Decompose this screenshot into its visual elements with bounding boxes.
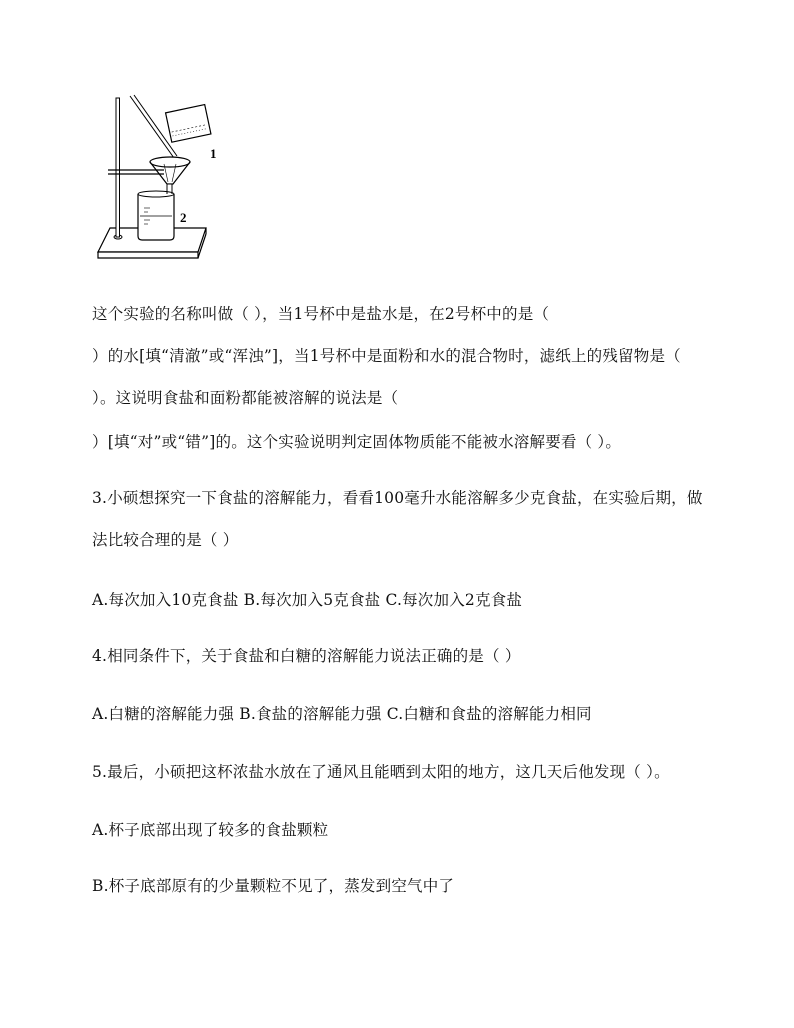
filtration-diagram xyxy=(92,92,232,272)
label-2: 2 xyxy=(180,210,187,225)
beaker-2 xyxy=(138,191,174,240)
question-4-stem: 4.相同条件下，关于食盐和白糖的溶解能力说法正确的是（ ） xyxy=(92,647,521,665)
question-3-options: A.每次加入10克食盐 B.每次加入5克食盐 C.每次加入2克食盐 xyxy=(92,591,523,609)
question-text-line-2: ）的水[填“清澈”或“浑浊”]，当1号杯中是面粉和水的混合物时，滤纸上的残留物是（ xyxy=(92,347,681,365)
question-5-option-a: A.杯子底部出现了较多的食盐颗粒 xyxy=(92,821,329,839)
beaker-1 xyxy=(166,105,211,143)
question-text-line-4: ）[填“对”或“错”]的。这个实验说明判定固体物质能不能被水溶解要看（ ）。 xyxy=(92,433,622,451)
question-text-line-1: 这个实验的名称叫做（ ），当1号杯中是盐水是，在2号杯中的是（ xyxy=(92,305,550,323)
label-1: 1 xyxy=(210,146,217,161)
funnel xyxy=(150,157,190,167)
question-5-option-b: B.杯子底部原有的少量颗粒不见了，蒸发到空气中了 xyxy=(92,877,455,895)
question-4-options: A.白糖的溶解能力强 B.食盐的溶解能力强 C.白糖和食盐的溶解能力相同 xyxy=(92,705,592,723)
question-text-line-3: ）。这说明食盐和面粉都能被溶解的说法是（ xyxy=(92,389,399,407)
filtration-apparatus-figure xyxy=(92,92,232,272)
stand-rod xyxy=(116,98,120,237)
question-3-stem-line-1: 3.小硕想探究一下食盐的溶解能力，看看100毫升水能溶解多少克食盐，在实验后期，做 xyxy=(92,489,703,507)
glass-rod xyxy=(130,96,174,158)
question-5-stem: 5.最后，小硕把这杯浓盐水放在了通风且能晒到太阳的地方，这几天后他发现（ ）。 xyxy=(92,763,670,781)
question-3-stem-line-2: 法比较合理的是（ ） xyxy=(92,531,239,549)
